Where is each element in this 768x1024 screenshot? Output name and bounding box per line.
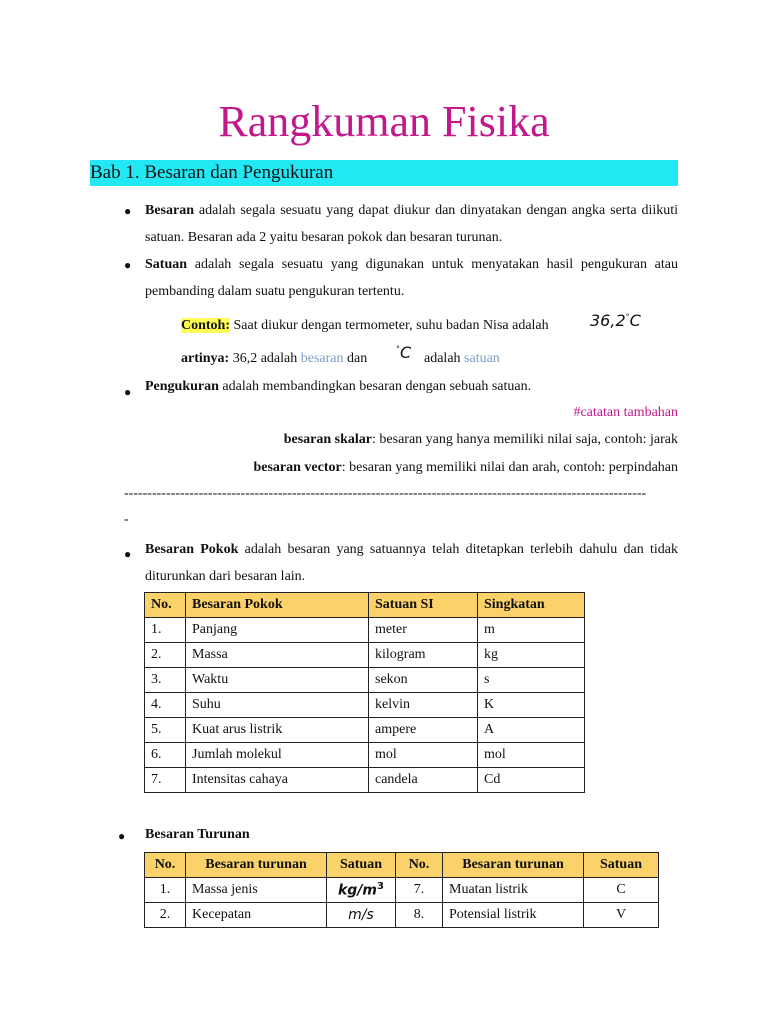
heading-besaran-turunan: Besaran Turunan: [145, 827, 250, 842]
text: pembanding dalam suatu pengukuran tertentu.: [145, 284, 405, 299]
table-row: [145, 668, 585, 693]
text: adalah segala sesuatu yang dapat diukur dan dinyatakan dengan angka serta: [198, 203, 637, 218]
document-title: Rangkuman Fisika: [218, 97, 550, 146]
value: 36,2: [590, 311, 626, 330]
term: besaran skalar: [283, 432, 373, 447]
cell: 7.: [145, 768, 186, 793]
satuan-word: satuan: [464, 351, 500, 366]
temperature-value: [590, 311, 641, 330]
text: : besaran yang memiliki nilai dan arah, contoh: perpindahan: [341, 460, 678, 475]
table-header-row: [145, 593, 585, 618]
cell: candela: [369, 768, 478, 793]
text: tidak diturunkan dari besaran lain.: [145, 542, 679, 584]
table-row: [145, 743, 585, 768]
header-cell: Satuan: [327, 853, 396, 878]
cell: kg: [478, 643, 585, 668]
cell: Potensial listrik: [443, 903, 584, 928]
paragraph-besaran-pokok: [145, 536, 678, 590]
cell: ampere: [369, 718, 478, 743]
meaning-tail: [424, 351, 500, 367]
meaning-label: artinya:: [181, 351, 230, 366]
table-row: [145, 618, 585, 643]
divider-line: ----------------------------------------------------------------------------------------------------------------: [124, 486, 647, 501]
text: adalah segala sesuatu yang digunakan untuk menyatakan hasil pengukuran atau: [194, 257, 678, 272]
cell: 1.: [145, 878, 186, 903]
cell: 3.: [145, 668, 186, 693]
cell: Suhu: [186, 693, 369, 718]
cell: mol: [478, 743, 585, 768]
bullet-icon: ●: [118, 829, 126, 843]
cell: C: [584, 878, 659, 903]
divider-tail: -: [124, 512, 129, 527]
cell: Massa: [186, 643, 369, 668]
header-cell: No.: [396, 853, 443, 878]
unit: C: [629, 311, 641, 330]
cell: Massa jenis: [186, 878, 327, 903]
cell: 2.: [145, 643, 186, 668]
table-row: [145, 643, 585, 668]
table-row: [145, 878, 659, 903]
text: dan: [347, 351, 368, 366]
text: 36,2 adalah: [232, 351, 298, 366]
table-header-row: [145, 853, 659, 878]
text: diikuti satuan. Besaran ada 2 yaitu besaran pokok dan besaran turunan.: [145, 203, 679, 245]
table-row: [145, 768, 585, 793]
cell: Panjang: [186, 618, 369, 643]
cell: 8.: [396, 903, 443, 928]
text: : besaran yang hanya memiliki nilai saja, contoh: jarak: [372, 432, 678, 447]
bullet-icon: ●: [124, 385, 132, 399]
term: Besaran Pokok: [145, 542, 239, 557]
table-besaran-turunan: [144, 852, 659, 928]
text: adalah membandingkan besaran dengan sebuah satuan.: [222, 379, 532, 394]
cell: m: [478, 618, 585, 643]
degree: °: [396, 344, 400, 354]
cell: Muatan listrik: [443, 878, 584, 903]
cell: V: [584, 903, 659, 928]
cell: 7.: [396, 878, 443, 903]
vector-line: [253, 460, 678, 476]
cell: mol: [369, 743, 478, 768]
unit: kg/m: [337, 882, 378, 899]
cell: 2.: [145, 903, 186, 928]
term: Satuan: [145, 257, 188, 272]
cell: sekon: [369, 668, 478, 693]
cell: Cd: [478, 768, 585, 793]
bullet-icon: ●: [124, 258, 132, 272]
cell: kilogram: [369, 643, 478, 668]
cell: K: [478, 693, 585, 718]
text: adalah: [424, 351, 461, 366]
cell: 1.: [145, 618, 186, 643]
table-row: [145, 718, 585, 743]
cell: 6.: [145, 743, 186, 768]
cell: meter: [369, 618, 478, 643]
cell: Jumlah molekul: [186, 743, 369, 768]
cell: 4.: [145, 693, 186, 718]
header-cell: No.: [145, 593, 186, 618]
header-cell: Besaran turunan: [443, 853, 584, 878]
cell: 5.: [145, 718, 186, 743]
header-cell: No.: [145, 853, 186, 878]
unit-symbol: [396, 343, 411, 362]
cell: Waktu: [186, 668, 369, 693]
bullet-icon: ●: [124, 547, 132, 561]
header-cell: Singkatan: [478, 593, 585, 618]
example-label: Contoh:: [181, 318, 231, 333]
header-cell: Satuan SI: [369, 593, 478, 618]
term: Pengukuran: [145, 379, 219, 394]
paragraph-satuan: [145, 251, 678, 305]
table-row: [145, 693, 585, 718]
bullet-icon: ●: [124, 204, 132, 218]
meaning-line: [181, 351, 367, 367]
table-row: [145, 903, 659, 928]
cell: s: [478, 668, 585, 693]
example-line: [181, 318, 549, 334]
term: Besaran: [145, 203, 194, 218]
term: besaran vector: [253, 460, 342, 475]
header-cell: Satuan: [584, 853, 659, 878]
paragraph-pengukuran: [145, 373, 678, 400]
cell: kelvin: [369, 693, 478, 718]
skalar-line: [284, 432, 678, 448]
degree: °: [625, 312, 630, 322]
example-text: Saat diukur dengan termometer, suhu badan Nisa adalah: [233, 318, 549, 333]
text: adalah besaran yang satuannya telah ditetapkan terlebih dahulu dan: [244, 542, 644, 557]
cell: Intensitas cahaya: [186, 768, 369, 793]
cell: [327, 878, 396, 903]
table-besaran-pokok: [144, 592, 585, 793]
cell: Kecepatan: [186, 903, 327, 928]
cell: m/s: [327, 903, 396, 928]
cell: Kuat arus listrik: [186, 718, 369, 743]
chapter-heading: Bab 1. Besaran dan Pengukuran: [90, 160, 678, 186]
besaran-word: besaran: [300, 351, 344, 366]
cell: A: [478, 718, 585, 743]
note-text: #catatan tambahan: [573, 405, 678, 420]
exponent: 3: [377, 881, 384, 893]
paragraph-besaran: [145, 197, 678, 251]
unit: C: [400, 343, 412, 362]
header-cell: Besaran turunan: [186, 853, 327, 878]
header-cell: Besaran Pokok: [186, 593, 369, 618]
